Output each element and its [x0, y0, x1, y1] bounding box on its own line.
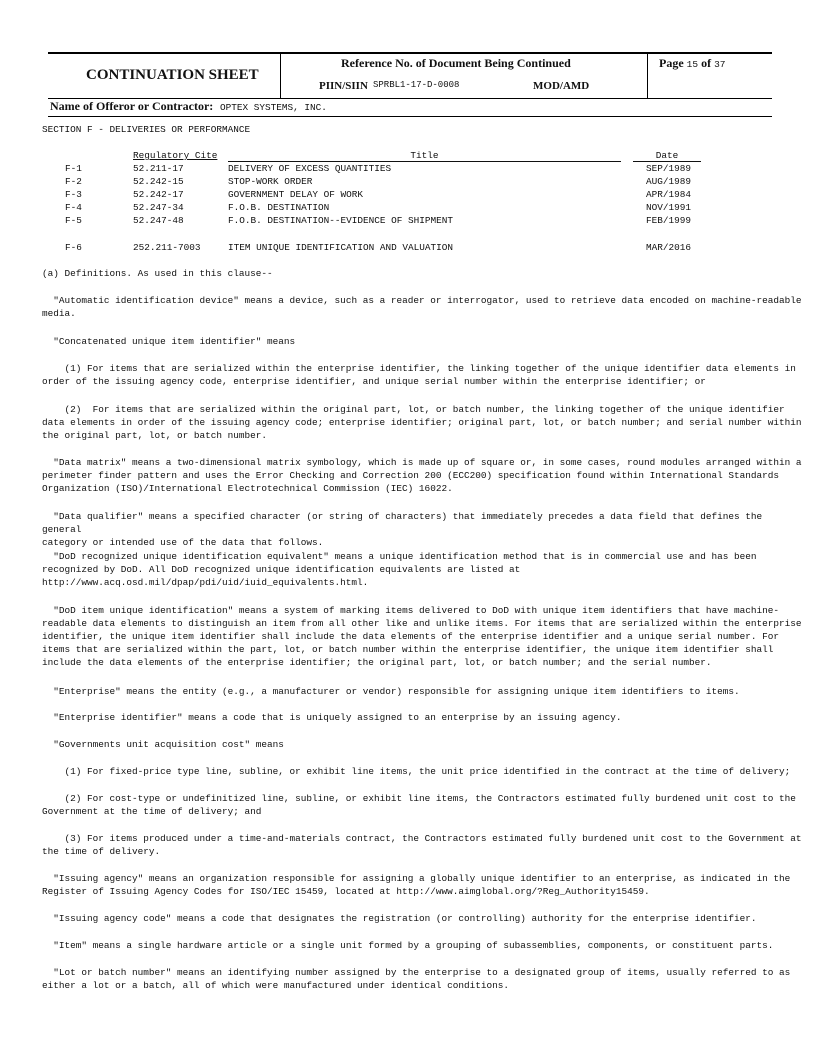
paragraph: "Enterprise identifier" means a code that is uniquely assigned to an enterprise by an issuing agency. — [42, 712, 622, 723]
clause-title: STOP-WORK ORDER — [228, 176, 313, 187]
clause-title: F.O.B. DESTINATION--EVIDENCE OF SHIPMENT — [228, 215, 454, 226]
paragraph: (a) Definitions. As used in this clause-- — [42, 268, 273, 279]
clause-cite: 52.247-48 — [133, 215, 184, 226]
clause-date: APR/1984 — [646, 189, 692, 200]
date-header: Date — [633, 150, 701, 162]
section-title: SECTION F - DELIVERIES OR PERFORMANCE — [42, 124, 251, 135]
piin-label: PIIN/SIIN — [319, 80, 368, 92]
paragraph: (2) For items that are serialized within the original part, lot, or batch number, the linking together of the unique identifier data elements in order of the issuing agency code; enterprise identifier; original part, lot, or batch number; and serial number within the original part, lot, or batch number. — [42, 404, 802, 441]
paragraph: (1) For items that are serialized within the enterprise identifier, the linking together of the unique identifier data elements in order of the issuing agency code, enterprise identifier, and unique serial number within the enterprise identifier; or — [42, 363, 796, 387]
paragraph: "DoD recognized unique identification equivalent" means a unique identification method that is in commercial use and has been recognized by DoD. All DoD recognized unique identification equivalents are listed at http://www.acq.osd.mil/dpap/pdi/uid/iuid_equivalents.html. — [42, 551, 757, 588]
paragraph: "Governments unit acquisition cost" means — [42, 739, 284, 750]
sheet-title: CONTINUATION SHEET — [86, 67, 259, 83]
paragraph: "Lot or batch number" means an identifying number assigned by the enterprise to a designated group of items, usually referred to as either a lot or a batch, all of which were manufactured under identical conditions. — [42, 967, 791, 991]
reference-label: Reference No. of Document Being Continued — [341, 56, 571, 70]
clause-number: F-1 — [65, 163, 82, 174]
piin-value: SPRBL1-17-D-0008 — [373, 80, 460, 90]
title-header: Title — [228, 150, 621, 162]
clause-number: F-4 — [65, 202, 82, 213]
clause-row — [0, 242, 780, 254]
paragraph: (1) For fixed-price type line, subline, or exhibit line items, the unit price identified in the contract at the time of delivery; — [42, 766, 791, 777]
clause-date: FEB/1999 — [646, 215, 692, 226]
paragraph: "Item" means a single hardware article or a single unit formed by a grouping of subassemblies, components, or constituent parts. — [42, 940, 774, 951]
clause-title: DELIVERY OF EXCESS QUANTITIES — [228, 163, 392, 174]
paragraph: "Concatenated unique item identifier" means — [42, 336, 296, 347]
clause-table — [0, 0, 820, 260]
clause-cite: 252.211-7003 — [133, 242, 201, 253]
paragraph: (2) For cost-type or undefinitized line, subline, or exhibit line items, the Contractors estimated fully burdened unit cost to the Government at the time of delivery; and — [42, 793, 796, 817]
page-label: Page — [659, 56, 684, 70]
clause-number: F-2 — [65, 176, 82, 187]
clause-number: F-3 — [65, 189, 82, 200]
paragraph: (3) For items produced under a time-and-materials contract, the Contractors estimated fully burdened unit cost to the Government at the time of delivery. — [42, 833, 802, 857]
offeror-value: OPTEX SYSTEMS, INC. — [220, 102, 327, 113]
paragraph: "Automatic identification device" means a device, such as a reader or interrogator, used to retrieve data encoded on machine-readable media. — [42, 295, 802, 319]
paragraph: "DoD item unique identification" means a system of marking items delivered to DoD with unique item identifiers that have machine- readable data elements to distinguish an item from all other like and unlike items. For items that are serialized within the enterprise identifier, the unique item identifier shall include the data elements of the enterprise identifier and a unique serial number. For items that are serialized within the part, lot, or batch number within the enterprise identifier, the unique item identifier shall include the data elements of the enterprise identifier; the original part, lot, or batch number; and the serial number. — [42, 605, 802, 668]
clause-cite: 52.242-15 — [133, 176, 184, 187]
of-label: of — [701, 56, 712, 70]
clause-body — [42, 267, 806, 991]
clause-date: SEP/1989 — [646, 163, 692, 174]
offeror-label: Name of Offeror or Contractor: — [50, 99, 214, 113]
clause-date: MAR/2016 — [646, 242, 692, 253]
clause-title: GOVERNMENT DELAY OF WORK — [228, 189, 364, 200]
clause-row — [0, 163, 780, 175]
paragraph: "Issuing agency" means an organization responsible for assigning a globally unique identifier to an enterprise, as indicated in the Register of Issuing Agency Codes for ISO/IEC 15459, located at http://www.aimglobal.org/?Reg_Authority15459. — [42, 873, 791, 897]
clause-number: F-5 — [65, 215, 82, 226]
clause-table-header — [0, 150, 780, 162]
clause-cite: 52.247-34 — [133, 202, 184, 213]
page-total: 37 — [714, 59, 726, 70]
clause-title: F.O.B. DESTINATION — [228, 202, 330, 213]
clause-row — [0, 189, 780, 201]
clause-number: F-6 — [65, 242, 82, 253]
clause-row — [0, 202, 780, 214]
cite-header: Regulatory Cite — [133, 150, 218, 161]
clause-date: AUG/1989 — [646, 176, 692, 187]
clause-cite: 52.211-17 — [133, 163, 184, 174]
mod-amd-label: MOD/AMD — [533, 80, 590, 92]
clause-row — [0, 176, 780, 188]
page-number: 15 — [686, 59, 699, 70]
paragraph: "Issuing agency code" means a code that designates the registration (or controlling) authority for the enterprise identifier. — [42, 913, 757, 924]
paragraph: "Data matrix" means a two-dimensional matrix symbology, which is made up of square or, in some cases, round modules arranged within a perimeter finder pattern and uses the Error Checking and Correction 200 (ECC200) specification found within International Standards Organization (ISO)/International Electrotechnical Commission (IEC) 16022. — [42, 457, 802, 494]
paragraph: "Enterprise" means the entity (e.g., a manufacturer or vendor) responsible for assigning unique item identifiers to items. — [42, 686, 740, 697]
clause-title: ITEM UNIQUE IDENTIFICATION AND VALUATION — [228, 242, 454, 253]
clause-date: NOV/1991 — [646, 202, 692, 213]
clause-cite: 52.242-17 — [133, 189, 184, 200]
paragraph: "Data qualifier" means a specified character (or string of characters) that immediately precedes a data field that defines the general category or intended use of the data that follows. — [42, 511, 763, 548]
clause-row — [0, 215, 780, 227]
